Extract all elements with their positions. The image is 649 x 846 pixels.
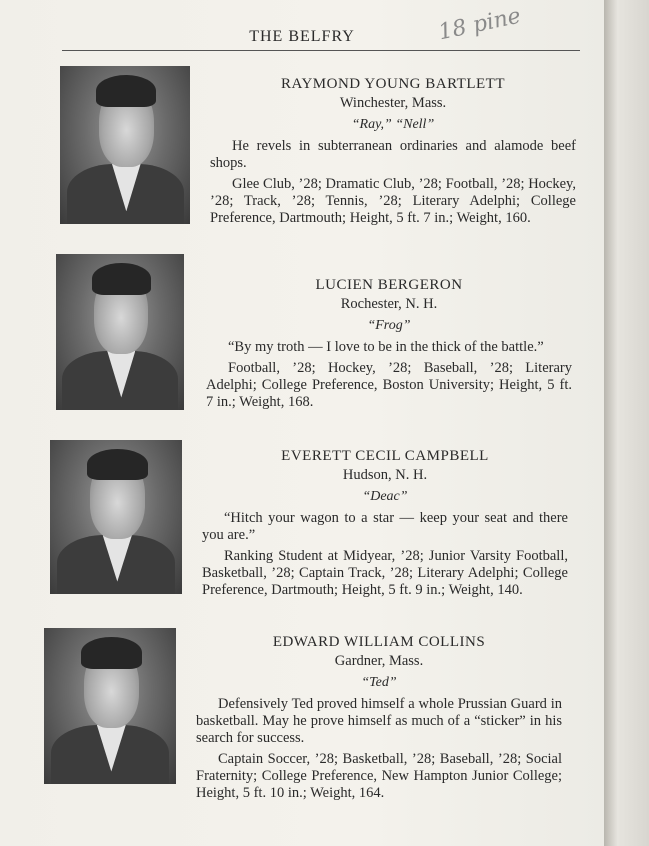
nickname: “Ted”: [361, 675, 397, 690]
entry-collins: [196, 634, 562, 802]
portrait-photo-bergeron: [56, 254, 184, 410]
portrait-photo-bartlett: [60, 66, 190, 224]
entry-bergeron: [206, 277, 572, 411]
quote: “Hitch your wagon to a star — keep your seat and there you are.”: [202, 510, 568, 543]
hometown: Winchester, Mass.: [339, 95, 447, 111]
portrait-photo-collins: [44, 628, 176, 784]
book-spine-edge: [604, 0, 649, 846]
nickname: “Ray,” “Nell”: [351, 117, 435, 132]
hometown: Rochester, N. H.: [340, 296, 438, 312]
hometown: Gardner, Mass.: [334, 653, 424, 669]
nickname: “Frog”: [367, 318, 411, 333]
student-name: EVERETT CECIL CAMPBELL: [281, 448, 489, 464]
activity-record: Glee Club, ’28; Dramatic Club, ’28; Football, ’28; Hockey, ’28; Track, ’28; Tennis, ’28; Literary Adelphi; College Preference, Dartmouth; Height, 5 ft. 7 in.; Weight, 160.: [210, 176, 576, 226]
entry-bartlett: [210, 76, 576, 227]
student-name: RAYMOND YOUNG BARTLETT: [281, 76, 505, 92]
quote: Defensively Ted proved himself a whole Prussian Guard in basketball. May he prove himself as much of a “sticker” in his search for success.: [196, 696, 562, 746]
quote: “By my troth — I love to be in the thick of the battle.”: [228, 339, 544, 355]
activity-record: Captain Soccer, ’28; Basketball, ’28; Baseball, ’28; Social Fraternity; College Preference, New Hampton Junior College; Height, 5 ft. 10 in.; Weight, 164.: [196, 751, 562, 801]
activity-record: Ranking Student at Midyear, ’28; Junior Varsity Football, Basketball, ’28; Captain Track, ’28; Literary Adelphi; College Preference, Dartmouth; Height, 5 ft. 9 in.; Weight, 140.: [202, 548, 568, 598]
entry-campbell: [202, 448, 568, 599]
hometown: Hudson, N. H.: [342, 467, 428, 483]
page-header: THE BELFRY: [249, 28, 355, 45]
student-name: EDWARD WILLIAM COLLINS: [272, 634, 486, 650]
quote: He revels in subterranean ordinaries and alamode beef shops.: [210, 138, 576, 171]
portrait-photo-campbell: [50, 440, 182, 594]
handwritten-note: 18 pine: [436, 3, 523, 46]
activity-record: Football, ’28; Hockey, ’28; Baseball, ’28; Literary Adelphi; College Preference, Boston University; Height, 5 ft. 7 in.; Weight, 168.: [206, 360, 572, 410]
header-rule: [62, 50, 580, 51]
nickname: “Deac”: [362, 489, 408, 504]
student-name: LUCIEN BERGERON: [315, 277, 463, 293]
